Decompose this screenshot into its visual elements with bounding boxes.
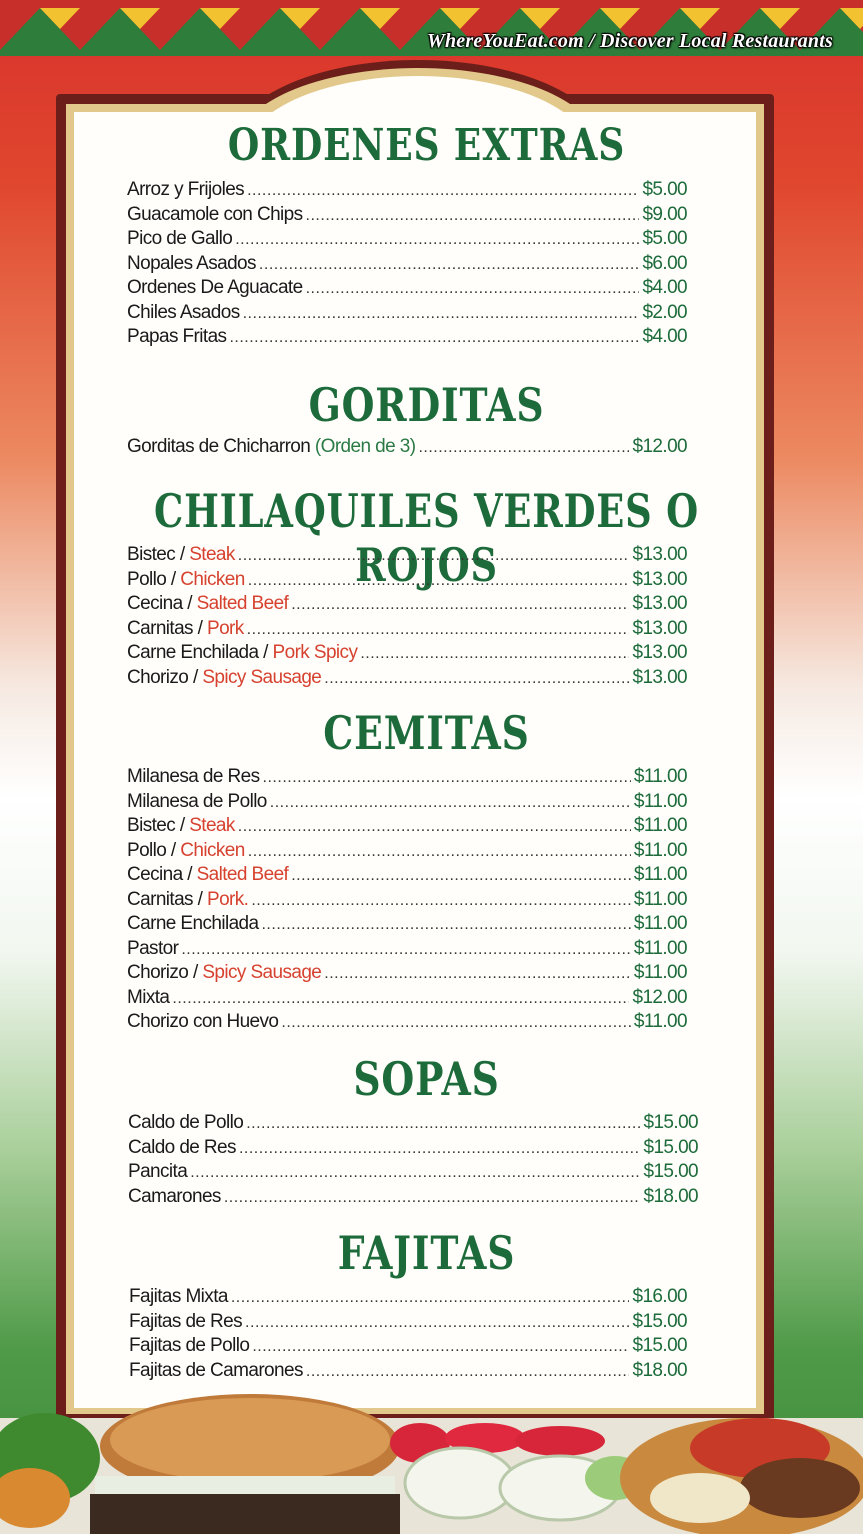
menu-item xyxy=(127,765,687,790)
menu-item xyxy=(127,961,687,986)
menu-item xyxy=(127,1010,687,1035)
item-name: Guacamole con Chips xyxy=(127,203,303,225)
dot-leader xyxy=(270,791,631,816)
item-price: $12.00 xyxy=(632,986,687,1008)
item-separator: / xyxy=(188,666,203,688)
item-price: $11.00 xyxy=(633,766,687,787)
item-price: $13.00 xyxy=(632,544,687,565)
dot-leader xyxy=(291,593,629,618)
menu-item xyxy=(127,252,687,277)
item-name: Fajitas de Res xyxy=(129,1310,243,1332)
menu-item xyxy=(127,790,687,815)
dot-leader xyxy=(190,1161,640,1186)
section-items-chilaquiles xyxy=(127,543,687,690)
item-english-name: Chicken xyxy=(180,568,245,590)
dot-leader xyxy=(324,667,629,692)
menu-item xyxy=(127,666,687,691)
menu-item xyxy=(129,1310,687,1335)
item-name: Arroz y Frijoles xyxy=(127,179,245,200)
menu-item xyxy=(127,641,687,666)
item-name: Chorizo xyxy=(127,666,189,688)
item-price: $4.00 xyxy=(642,326,687,347)
dot-leader xyxy=(251,889,631,914)
item-name: Fajitas de Pollo xyxy=(129,1335,250,1356)
section-items-sopas xyxy=(128,1111,698,1209)
dot-leader xyxy=(238,544,630,569)
item-price: $11.00 xyxy=(633,1011,687,1032)
item-separator: / xyxy=(166,839,181,861)
dot-leader xyxy=(324,962,631,987)
dot-leader xyxy=(418,436,629,461)
food-photo-strip xyxy=(0,1388,863,1534)
dot-leader xyxy=(263,766,631,791)
dot-leader xyxy=(181,938,631,963)
dot-leader xyxy=(231,1286,630,1311)
item-name: Caldo de Res xyxy=(128,1136,236,1158)
item-english-name: Spicy Sausage xyxy=(202,962,322,983)
item-price: $11.00 xyxy=(633,790,687,812)
item-price: $4.00 xyxy=(642,277,687,298)
dot-leader xyxy=(247,179,639,204)
item-price: $5.00 xyxy=(642,228,687,249)
item-name: Caldo de Pollo xyxy=(128,1112,244,1133)
dot-leader xyxy=(235,228,639,253)
dot-leader xyxy=(243,302,640,327)
menu-item xyxy=(127,203,687,228)
item-separator: / xyxy=(182,593,197,614)
item-price: $16.00 xyxy=(632,1286,687,1307)
section-heading-ordenes-extras: ORDENES EXTRAS xyxy=(227,120,626,171)
item-price: $13.00 xyxy=(632,666,687,688)
item-price: $11.00 xyxy=(633,913,687,934)
item-name: Cecina xyxy=(127,593,183,614)
item-separator: / xyxy=(175,815,190,836)
menu-item xyxy=(127,325,687,350)
dot-leader xyxy=(306,204,640,229)
dot-leader xyxy=(238,815,631,840)
dot-leader xyxy=(261,913,630,938)
menu-item xyxy=(127,592,687,617)
item-price: $13.00 xyxy=(632,593,687,614)
item-separator: / xyxy=(192,617,207,639)
dot-leader xyxy=(239,1137,641,1162)
dot-leader xyxy=(248,840,631,865)
dot-leader xyxy=(229,326,639,351)
item-name: Bistec xyxy=(127,815,176,836)
item-name: Carnitas xyxy=(127,617,193,639)
item-english-name: Spicy Sausage xyxy=(202,666,322,688)
item-note: (Orden de 3) xyxy=(314,436,416,457)
dot-leader xyxy=(245,1311,629,1336)
item-price: $2.00 xyxy=(642,301,687,323)
section-items-fajitas xyxy=(129,1285,687,1383)
menu-item xyxy=(129,1285,687,1310)
menu-item xyxy=(127,178,687,203)
item-price: $15.00 xyxy=(643,1161,698,1182)
section-heading-chilaquiles: CHILAQUILES VERDES O ROJOS xyxy=(154,484,699,592)
item-price: $18.00 xyxy=(632,1359,687,1381)
section-heading-sopas: SOPAS xyxy=(353,1052,500,1106)
item-name: Camarones xyxy=(128,1185,221,1207)
section-heading-cemitas: CEMITAS xyxy=(323,706,530,760)
dot-leader xyxy=(252,1335,629,1360)
dot-leader xyxy=(248,569,630,594)
item-name: Milanesa de Res xyxy=(127,766,260,787)
item-price: $11.00 xyxy=(633,864,687,885)
item-price: $6.00 xyxy=(642,252,687,274)
item-separator: / xyxy=(182,864,197,885)
item-name: Chorizo con Huevo xyxy=(127,1011,279,1032)
dot-leader xyxy=(259,253,640,278)
menu-item xyxy=(127,435,687,460)
item-price: $11.00 xyxy=(633,839,687,861)
item-price: $13.00 xyxy=(632,642,687,663)
item-name: Papas Fritas xyxy=(127,326,227,347)
item-name: Pollo xyxy=(127,568,167,590)
item-name: Pancita xyxy=(128,1161,188,1182)
item-name: Nopales Asados xyxy=(127,252,256,274)
item-name: Chiles Asados xyxy=(127,301,240,323)
item-name: Gorditas de Chicharron xyxy=(127,436,311,457)
item-name: Carne Enchilada xyxy=(127,642,259,663)
section-items-gorditas xyxy=(127,435,687,460)
item-name: Carnitas xyxy=(127,888,193,910)
item-name: Ordenes De Aguacate xyxy=(127,277,303,298)
item-price: $15.00 xyxy=(643,1136,698,1158)
item-price: $18.00 xyxy=(643,1185,698,1207)
dot-leader xyxy=(281,1011,631,1036)
item-price: $11.00 xyxy=(633,888,687,910)
item-price: $13.00 xyxy=(632,617,687,639)
item-price: $11.00 xyxy=(633,937,687,959)
item-name: Chorizo xyxy=(127,962,189,983)
menu-item xyxy=(127,839,687,864)
item-price: $15.00 xyxy=(632,1310,687,1332)
item-price: $5.00 xyxy=(642,179,687,200)
menu-item xyxy=(129,1359,687,1384)
menu-item xyxy=(128,1160,698,1185)
section-heading-gorditas: GORDITAS xyxy=(308,378,545,432)
dot-leader xyxy=(360,642,629,667)
item-english-name: Pork xyxy=(207,617,244,639)
dot-leader xyxy=(306,277,640,302)
menu-item xyxy=(127,888,687,913)
item-english-name: Steak xyxy=(189,544,235,565)
dot-leader xyxy=(247,618,630,643)
item-english-name: Pork. xyxy=(207,888,249,910)
item-separator: / xyxy=(166,568,181,590)
item-name: Cecina xyxy=(127,864,183,885)
item-name: Pico de Gallo xyxy=(127,228,233,249)
item-price: $11.00 xyxy=(633,962,687,983)
dot-leader xyxy=(291,864,631,889)
menu-item xyxy=(128,1136,698,1161)
menu-item xyxy=(127,937,687,962)
menu-item xyxy=(127,863,687,888)
menu-item xyxy=(128,1185,698,1210)
item-name: Fajitas de Camarones xyxy=(129,1359,303,1381)
item-english-name: Pork Spicy xyxy=(272,642,358,663)
item-separator: / xyxy=(192,888,207,910)
menu-item xyxy=(127,986,687,1011)
menu-item xyxy=(127,276,687,301)
menu-item xyxy=(127,912,687,937)
item-separator: / xyxy=(175,544,190,565)
item-name: Carne Enchilada xyxy=(127,913,259,934)
section-heading-fajitas: FAJITAS xyxy=(337,1226,516,1280)
section-items-cemitas xyxy=(127,765,687,1035)
section-items-ordenes-extras xyxy=(127,178,687,350)
dot-leader xyxy=(306,1360,630,1385)
menu-item xyxy=(127,301,687,326)
item-english-name: Salted Beef xyxy=(196,593,289,614)
item-price: $15.00 xyxy=(632,1335,687,1356)
menu-item xyxy=(127,617,687,642)
menu-item xyxy=(127,568,687,593)
item-name: Fajitas Mixta xyxy=(129,1286,228,1307)
item-price: $13.00 xyxy=(632,568,687,590)
item-price: $9.00 xyxy=(642,203,687,225)
item-english-name: Salted Beef xyxy=(196,864,289,885)
menu-item xyxy=(128,1111,698,1136)
item-separator: / xyxy=(258,642,273,663)
item-english-name: Steak xyxy=(189,815,235,836)
item-price: $15.00 xyxy=(643,1112,698,1133)
menu-item xyxy=(127,543,687,568)
item-price: $11.00 xyxy=(633,815,687,836)
item-name: Milanesa de Pollo xyxy=(127,790,267,812)
item-name: Pollo xyxy=(127,839,167,861)
menu-item xyxy=(127,227,687,252)
dot-leader xyxy=(246,1112,640,1137)
item-separator: / xyxy=(188,962,203,983)
dot-leader xyxy=(172,987,629,1012)
menu-item xyxy=(129,1334,687,1359)
item-price: $12.00 xyxy=(632,436,687,457)
menu-item xyxy=(127,814,687,839)
item-english-name: Chicken xyxy=(180,839,245,861)
item-name: Mixta xyxy=(127,986,170,1008)
dot-leader xyxy=(224,1186,641,1211)
item-name: Bistec xyxy=(127,544,176,565)
watermark-text: WhereYouEat.com / Discover Local Restaurants xyxy=(426,30,833,52)
item-name: Pastor xyxy=(127,937,179,959)
